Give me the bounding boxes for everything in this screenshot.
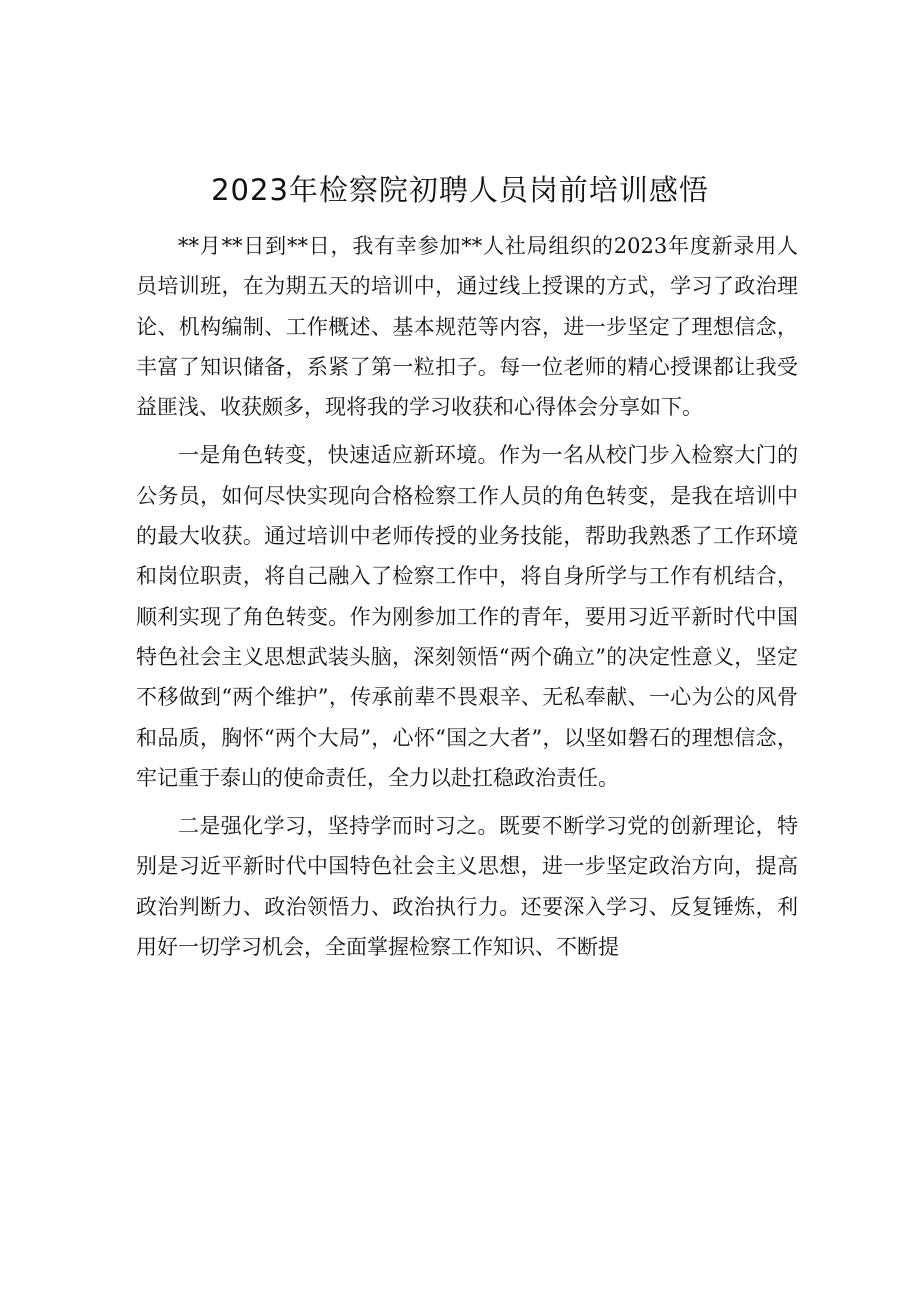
document-body [136,226,798,967]
document-title: 2023年检察院初聘人员岗前培训感悟 [211,173,709,207]
paragraph-role-change: 一是角色转变，快速适应新环境。作为一名从校门步入检察大门的公务员，如何尽快实现向合格检察工作人员的角色转变，是我在培训中的最大收获。通过培训中老师传授的业务技能，帮助我熟悉了工作环境和岗位职责，将自己融入了检察工作中，将自身所学与工作有机结合，顺利实现了角色转变。作为刚参加工作的青年，要用习近平新时代中国特色社会主义思想武装头脑，深刻领悟“两个确立”的决定性意义，坚定不移做到“两个维护”，传承前辈不畏艰辛、无私奉献、一心为公的风骨和品质，胸怀“两个大局”，心怀“国之大者”，以坚如磐石的理想信念，牢记重于泰山的使命责任，全力以赴扛稳政治责任。 [136,443,798,790]
paragraph-strengthen-learning: 二是强化学习，坚持学而时习之。既要不断学习党的创新理论，特别是习近平新时代中国特色社会主义思想，进一步坚定政治方向，提高政治判断力、政治领悟力、政治执行力。还要深入学习、反复锤炼，利用好一切学习机会，全面掌握检察工作知识、不断提 [136,814,798,960]
paragraph-intro: **月**日到**日，我有幸参加**人社局组织的2023年度新录用人员培训班，在为期五天的培训中，通过线上授课的方式，学习了政治理论、机构编制、工作概述、基本规范等内容，进一步坚定了理想信念，丰富了知识储备，系紧了第一粒扣子。每一位老师的精心授课都让我受益匪浅、收获颇多，现将我的学习收获和心得体会分享如下。 [136,234,798,420]
